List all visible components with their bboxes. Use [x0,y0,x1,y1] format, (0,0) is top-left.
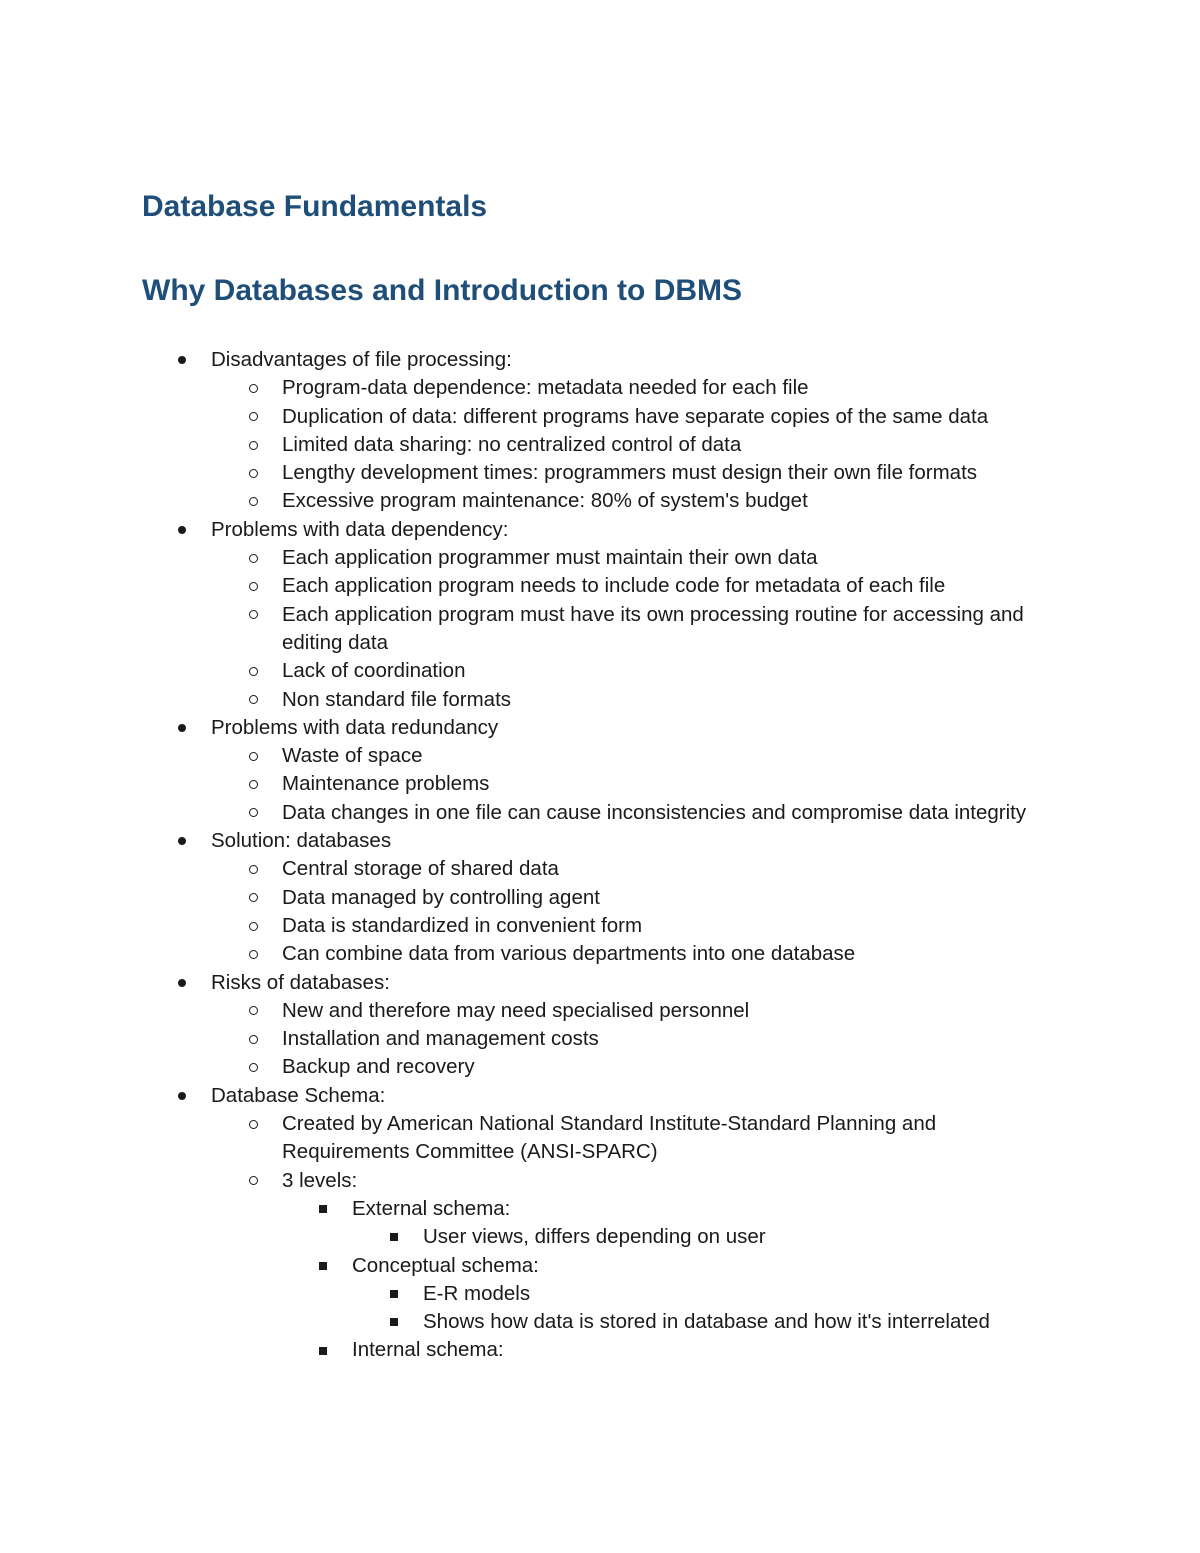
list-item-text: Problems with data redundancy [211,715,499,739]
list-item-level-3 [0,1252,1042,1280]
list-item-text: Data is standardized in convenient form [282,913,643,937]
hollow-circle-bullet-icon [246,544,260,572]
list-item-level-3 [0,1336,1042,1364]
list-item-level-2 [0,799,1042,827]
hollow-circle-bullet-icon [246,997,260,1025]
square-bullet-icon [316,1336,330,1364]
list-item-level-2 [0,572,1042,600]
list-item-text: Internal schema: [352,1338,504,1362]
hollow-circle-bullet-icon [246,1053,260,1081]
section-heading: Why Databases and Introduction to DBMS [142,274,743,307]
list-item-text: Excessive program maintenance: 80% of system's budget [282,489,808,513]
list-item-level-1 [0,714,1031,742]
hollow-circle-bullet-icon [246,1025,260,1053]
list-item-text: Disadvantages of file processing: [211,348,512,371]
hollow-circle-bullet-icon [246,572,260,600]
hollow-circle-bullet-icon [246,884,260,912]
list-item-text: Lack of coordination [282,659,466,683]
document-title: Database Fundamentals [142,190,488,223]
list-item-text: Can combine data from various departments into one database [282,942,856,966]
list-item-level-4 [0,1223,1043,1251]
list-item-text: 3 levels: [282,1168,358,1192]
list-item-text: Shows how data is stored in database and how it's interrelated [423,1310,990,1334]
list-item-level-4 [0,1280,1043,1308]
list-item-level-2 [0,770,1042,798]
list-item-text: Duplication of data: different programs have separate copies of the same data [282,404,989,428]
list-item-level-2 [0,544,1042,572]
list-item-level-1 [0,516,1031,544]
list-item-text: Central storage of shared data [282,857,559,881]
bullet-outline [0,346,1200,1365]
filled-bullet-icon [175,827,189,855]
list-item-level-2 [0,487,1042,515]
list-item-text: Installation and management costs [282,1027,599,1051]
list-item-text: Solution: databases [211,829,392,853]
list-item-text: Each application program needs to include code for metadata of each file [282,574,946,598]
hollow-circle-bullet-icon [246,431,260,459]
filled-bullet-icon [175,516,189,544]
list-item-level-2 [0,657,1042,685]
list-item-text: New and therefore may need specialised personnel [282,998,750,1022]
square-bullet-icon [316,1252,330,1280]
list-item-level-2 [0,912,1042,940]
list-item-text: Non standard file formats [282,687,512,711]
list-item-level-2 [0,1167,1042,1195]
square-bullet-icon [387,1308,401,1336]
list-item-text: Limited data sharing: no centralized control of data [282,432,742,456]
hollow-circle-bullet-icon [246,1110,260,1138]
list-item-level-2 [0,940,1042,968]
hollow-circle-bullet-icon [246,1167,260,1195]
list-item-level-2 [0,1110,1042,1167]
list-item-text: Backup and recovery [282,1055,475,1079]
list-item-text: Risks of databases: [211,970,390,994]
list-item-level-1 [0,1082,1031,1110]
list-item-text: User views, differs depending on user [423,1225,766,1249]
hollow-circle-bullet-icon [246,459,260,487]
list-item-text: Created by American National Standard Institute-Standard Planning and Requirements Committee (ANSI-SPARC) [282,1112,937,1164]
list-item-level-2 [0,855,1042,883]
hollow-circle-bullet-icon [246,403,260,431]
hollow-circle-bullet-icon [246,374,260,402]
list-item-level-2 [0,1053,1042,1081]
list-item-level-2 [0,884,1042,912]
filled-bullet-icon [175,969,189,997]
list-item-text: Each application programmer must maintain their own data [282,546,818,570]
filled-bullet-icon [175,714,189,742]
list-item-level-2 [0,686,1042,714]
list-item-level-4 [0,1308,1043,1336]
list-item-text: Lengthy development times: programmers must design their own file formats [282,461,978,485]
hollow-circle-bullet-icon [246,799,260,827]
list-item-text: Data managed by controlling agent [282,885,600,909]
list-item-level-1 [0,827,1031,855]
list-item-level-2 [0,601,1042,658]
square-bullet-icon [387,1280,401,1308]
hollow-circle-bullet-icon [246,940,260,968]
list-item-level-2 [0,431,1042,459]
list-item-level-1 [0,346,1031,374]
list-item-level-2 [0,1025,1042,1053]
list-item-level-2 [0,374,1042,402]
square-bullet-icon [387,1223,401,1251]
list-item-text: Program-data dependence: metadata needed for each file [282,376,809,400]
square-bullet-icon [316,1195,330,1223]
list-item-text: Database Schema: [211,1083,386,1107]
hollow-circle-bullet-icon [246,912,260,940]
hollow-circle-bullet-icon [246,742,260,770]
list-item-level-3 [0,1195,1042,1223]
list-item-text: Conceptual schema: [352,1253,539,1277]
list-item-text: Waste of space [282,744,423,768]
list-item-level-1 [0,969,1031,997]
list-item-text: External schema: [352,1196,511,1220]
hollow-circle-bullet-icon [246,487,260,515]
filled-bullet-icon [175,346,189,374]
list-item-level-2 [0,997,1042,1025]
list-item-text: Problems with data dependency: [211,517,509,541]
hollow-circle-bullet-icon [246,855,260,883]
list-item-text: E-R models [423,1281,531,1305]
filled-bullet-icon [175,1082,189,1110]
list-item-level-2 [0,742,1042,770]
list-item-level-2 [0,459,1042,487]
list-item-text: Each application program must have its own processing routine for accessing and editing data [282,602,1024,654]
hollow-circle-bullet-icon [246,686,260,714]
hollow-circle-bullet-icon [246,770,260,798]
hollow-circle-bullet-icon [246,601,260,629]
list-item-text: Data changes in one file can cause inconsistencies and compromise data integrity [282,800,1027,824]
list-item-level-2 [0,403,1042,431]
hollow-circle-bullet-icon [246,657,260,685]
list-item-text: Maintenance problems [282,772,490,796]
